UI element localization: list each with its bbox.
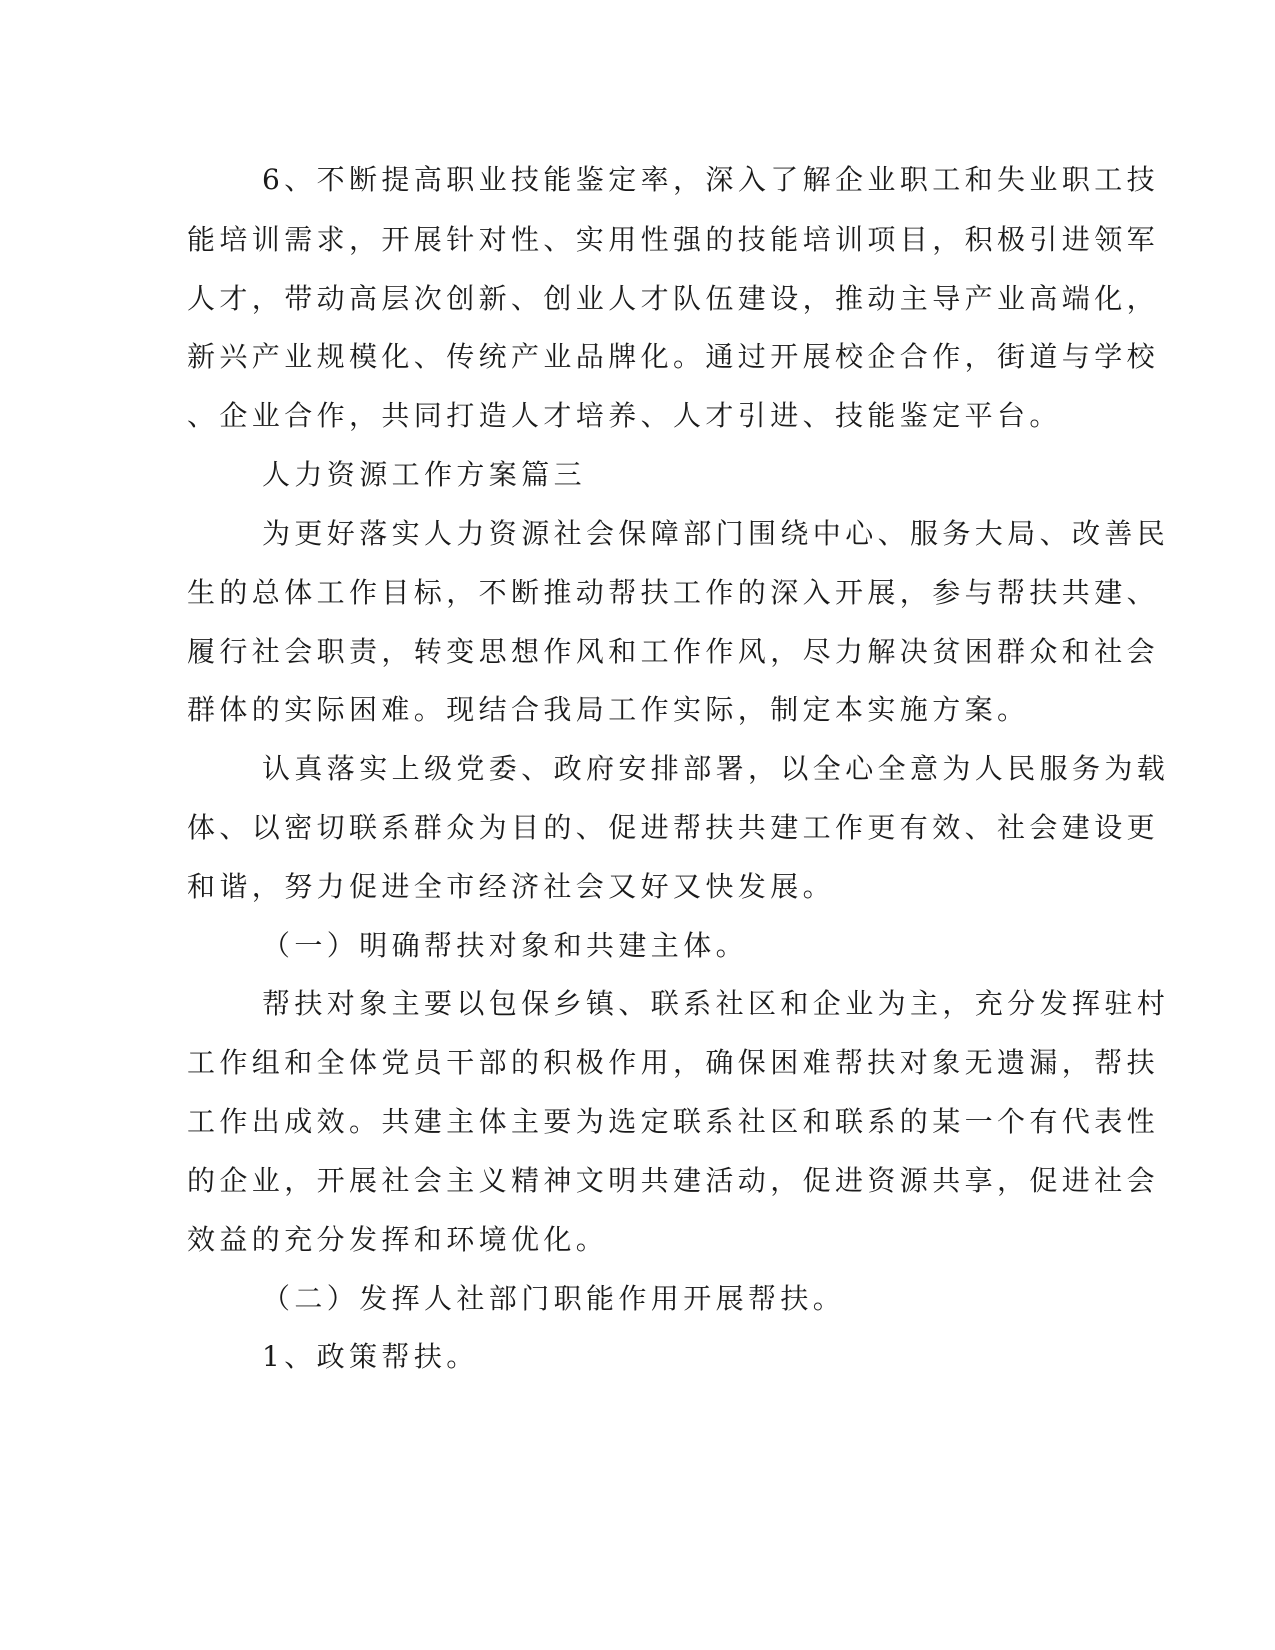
paragraph-2-line-3: 履行社会职责，转变思想作风和工作作风，尽力解决贫困群众和社会 bbox=[187, 635, 1160, 668]
paragraph-1-line-4: 新兴产业规模化、传统产业品牌化。通过开展校企合作，街道与学校 bbox=[187, 340, 1160, 373]
paragraph-2-line-4: 群体的实际困难。现结合我局工作实际，制定本实施方案。 bbox=[187, 693, 1030, 726]
paragraph-1-line-3: 人才，带动高层次创新、创业人才队伍建设，推动主导产业高端化， bbox=[187, 282, 1160, 315]
paragraph-4-line-2: 工作组和全体党员干部的积极作用，确保困难帮扶对象无遗漏，帮扶 bbox=[187, 1046, 1160, 1079]
paragraph-3-line-2: 体、以密切联系群众为目的、促进帮扶共建工作更有效、社会建设更 bbox=[187, 811, 1160, 844]
paragraph-3-line-3: 和谐，努力促进全市经济社会又好又快发展。 bbox=[187, 870, 836, 903]
paragraph-3-line-1: 认真落实上级党委、政府安排部署，以全心全意为人民服务为载 bbox=[262, 752, 1170, 785]
paragraph-1-line-1: 6、不断提高职业技能鉴定率，深入了解企业职工和失业职工技 bbox=[262, 163, 1160, 196]
paragraph-4-line-4: 的企业，开展社会主义精神文明共建活动，促进资源共享，促进社会 bbox=[187, 1164, 1160, 1197]
paragraph-4-line-5: 效益的充分发挥和环境优化。 bbox=[187, 1223, 609, 1256]
paragraph-4-line-3: 工作出成效。共建主体主要为选定联系社区和联系的某一个有代表性 bbox=[187, 1105, 1160, 1138]
paragraph-1-line-5: 、企业合作，共同打造人才培养、人才引进、技能鉴定平台。 bbox=[187, 399, 1062, 432]
section-heading: 人力资源工作方案篇三 bbox=[262, 458, 587, 491]
list-item-1: 1、政策帮扶。 bbox=[262, 1340, 479, 1373]
paragraph-2-line-2: 生的总体工作目标，不断推动帮扶工作的深入开展，参与帮扶共建、 bbox=[187, 576, 1160, 609]
paragraph-4-line-1: 帮扶对象主要以包保乡镇、联系社区和企业为主，充分发挥驻村 bbox=[262, 987, 1170, 1020]
subheading-two: （二）发挥人社部门职能作用开展帮扶。 bbox=[262, 1282, 846, 1315]
paragraph-2-line-1: 为更好落实人力资源社会保障部门围绕中心、服务大局、改善民 bbox=[262, 517, 1170, 550]
subheading-one: （一）明确帮扶对象和共建主体。 bbox=[262, 929, 749, 962]
paragraph-1-line-2: 能培训需求，开展针对性、实用性强的技能培训项目，积极引进领军 bbox=[187, 223, 1160, 256]
